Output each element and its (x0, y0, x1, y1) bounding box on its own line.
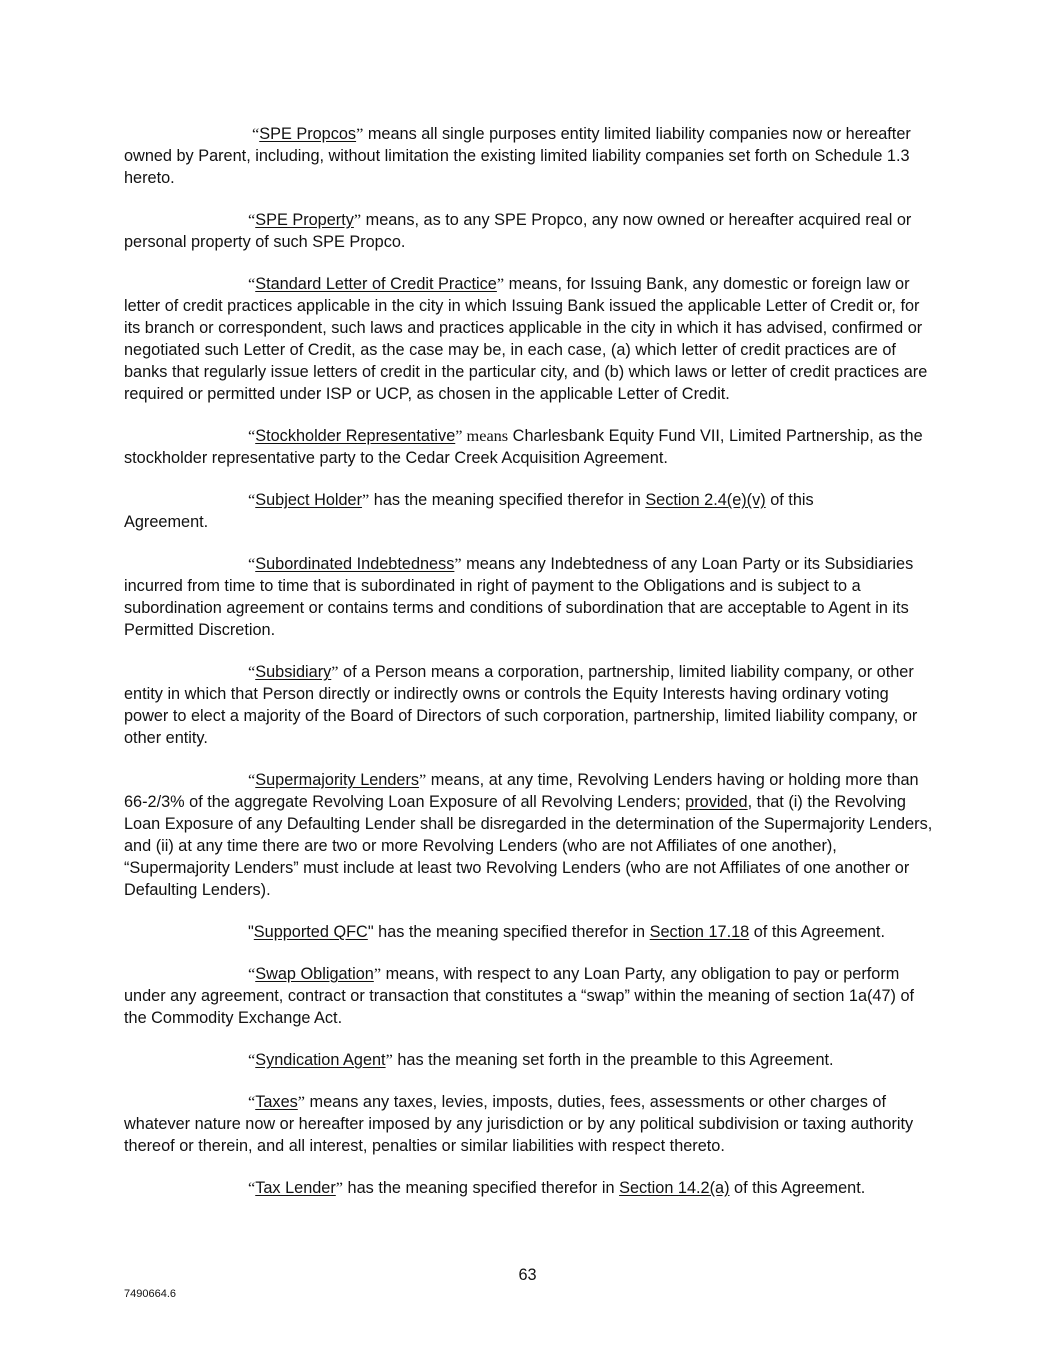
definition-taxes (124, 1091, 934, 1157)
defined-term: Taxes (255, 1093, 298, 1111)
close-quote: ” (331, 662, 339, 681)
defined-term: Subordinated Indebtedness (255, 555, 455, 573)
definition-supermajority-lenders (124, 769, 934, 901)
definition-text: means, with respect to any Loan Party, any obligation to pay or perform under any agreement, contract or transaction that constitutes a “swap” within the meaning of section 1a(47) of the Commodity Exchange Act. (124, 965, 915, 1027)
close-quote: ” (356, 124, 364, 143)
definition-text: has the meaning specified therefor in (373, 923, 650, 941)
close-quote: " (367, 923, 374, 941)
close-quote: ” (496, 274, 505, 293)
close-quote: ” (353, 210, 362, 229)
close-quote: ” (454, 554, 462, 573)
definition-text: means, as to any SPE Propco, any now owned or hereafter acquired real or personal property of such SPE Propco. (124, 211, 912, 251)
open-quote: “ (252, 124, 260, 143)
definition-text: Charlesbank Equity Fund VII, Limited Partnership, as the stockholder representative party to the Cedar Creek Acquisition Agreement. (124, 427, 923, 467)
definition-text: of this Agreement. (729, 1179, 866, 1197)
close-quote: ” (455, 426, 463, 445)
open-quote: “ (248, 1092, 256, 1111)
defined-term: Tax Lender (255, 1179, 336, 1197)
defined-term: Stockholder Representative (255, 427, 456, 445)
defined-term: Syndication Agent (255, 1051, 386, 1069)
definition-text: means, at any time, Revolving Lenders having or holding more than 66-2/3% of the aggregate Revolving Loan Exposure of all Revolving Lenders; (124, 771, 919, 811)
definition-swap-obligation (124, 963, 934, 1029)
defined-term: Subsidiary (255, 663, 332, 681)
definition-text: means any Indebtedness of any Loan Party or its Subsidiaries incurred from time to time that is subordinated in right of payment to the Obligations and is subject to a subordination agreement or contains terms and conditions of subordination that are acceptable to Agent in its Permitted Discretion. (124, 555, 914, 639)
open-quote: “ (248, 964, 256, 983)
open-quote: “ (248, 490, 256, 509)
definition-standard-loc-practice (124, 273, 934, 405)
open-quote: “ (248, 662, 256, 681)
close-quote: ” (385, 1050, 393, 1069)
defined-term: SPE Property (255, 211, 354, 229)
definition-text-continued: Agreement. (124, 513, 209, 531)
definition-tax-lender (124, 1177, 934, 1199)
open-quote: " (248, 923, 254, 941)
open-quote: “ (248, 210, 256, 229)
definition-stockholder-representative (124, 425, 934, 469)
definition-text: , that (i) the Revolving Loan Exposure of any Defaulting Lender shall be disregarded in the determination of the Supermajority Lenders, and (ii) at any time there are two or more Revolving Lenders (who are not Affiliates of one another), “Supermajority Lenders” must include at least two Revolving Lenders (who are not Affiliates of one another or Defaulting Lenders). (124, 793, 933, 899)
definition-text: means, for Issuing Bank, any domestic or foreign law or letter of credit practices applicable in the city in which Issuing Bank issued the applicable Letter of Credit or, for its branch or correspondent, such laws and practices applicable in the city in which it has advised, confirmed or negotiated such Letter of Credit, as the case may be, in each case, (a) which letter of credit practices are of banks that regularly issue letters of credit in the particular city, and (b) which laws or letter of credit practices are required or permitted under ISP or UCP, as chosen in the applicable Letter of Credit. (124, 275, 928, 403)
document-body (124, 123, 934, 1219)
definition-text: means any taxes, levies, imposts, duties, fees, assessments or other charges of whatever nature now or hereafter imposed by any jurisdiction or by any political subdivision or taxing authority thereof or therein, and all interest, penalties or similar liabilities with respect thereto. (124, 1093, 914, 1155)
section-reference: Section 2.4(e)(v) (645, 491, 766, 509)
definition-text: of a Person means a corporation, partnership, limited liability company, or other entity in which that Person directly or indirectly owns or controls the Equity Interests having ordinary voting power to elect a majority of the Board of Directors of such corporation, partnership, limited liability company, or other entity. (124, 663, 918, 747)
definition-supported-qfc (124, 921, 934, 943)
open-quote: “ (248, 1178, 256, 1197)
definition-subordinated-indebtedness (124, 553, 934, 641)
definition-subject-holder (124, 489, 934, 533)
close-quote: ” (297, 1092, 305, 1111)
close-quote: ” (373, 964, 382, 983)
definition-text: means (462, 426, 509, 445)
open-quote: “ (248, 1050, 256, 1069)
definition-spe-propcos (124, 123, 934, 189)
definition-text: means all single purposes entity limited liability companies now or hereafter owned by Parent, including, without limitation the existing limited liability companies set forth on Schedule 1.3 hereto. (124, 125, 911, 187)
defined-term: Swap Obligation (255, 965, 374, 983)
section-reference: provided (685, 793, 748, 811)
defined-term: Standard Letter of Credit Practice (255, 275, 497, 293)
defined-term: Subject Holder (255, 491, 363, 509)
definition-text: of this Agreement. (749, 923, 885, 941)
definition-spe-property (124, 209, 934, 253)
definition-text: has the meaning set forth in the preamble to this Agreement. (392, 1051, 834, 1069)
open-quote: “ (248, 554, 256, 573)
defined-term: Supported QFC (253, 923, 368, 941)
open-quote: “ (248, 770, 256, 789)
open-quote: “ (248, 274, 256, 293)
defined-term: SPE Propcos (259, 125, 357, 143)
definition-text: has the meaning specified therefor in (369, 491, 646, 509)
section-reference: Section 14.2(a) (619, 1179, 730, 1197)
open-quote: “ (248, 426, 256, 445)
definition-text: of this (765, 491, 814, 509)
definition-subsidiary (124, 661, 934, 749)
page-number: 63 (518, 1266, 537, 1284)
close-quote: ” (362, 490, 370, 509)
section-reference: Section 17.18 (649, 923, 750, 941)
close-quote: ” (335, 1178, 344, 1197)
defined-term: Supermajority Lenders (255, 771, 420, 789)
close-quote: ” (419, 770, 427, 789)
definition-syndication-agent (124, 1049, 934, 1071)
definition-text: has the meaning specified therefor in (343, 1179, 620, 1197)
document-id: 7490664.6 (124, 1288, 176, 1300)
